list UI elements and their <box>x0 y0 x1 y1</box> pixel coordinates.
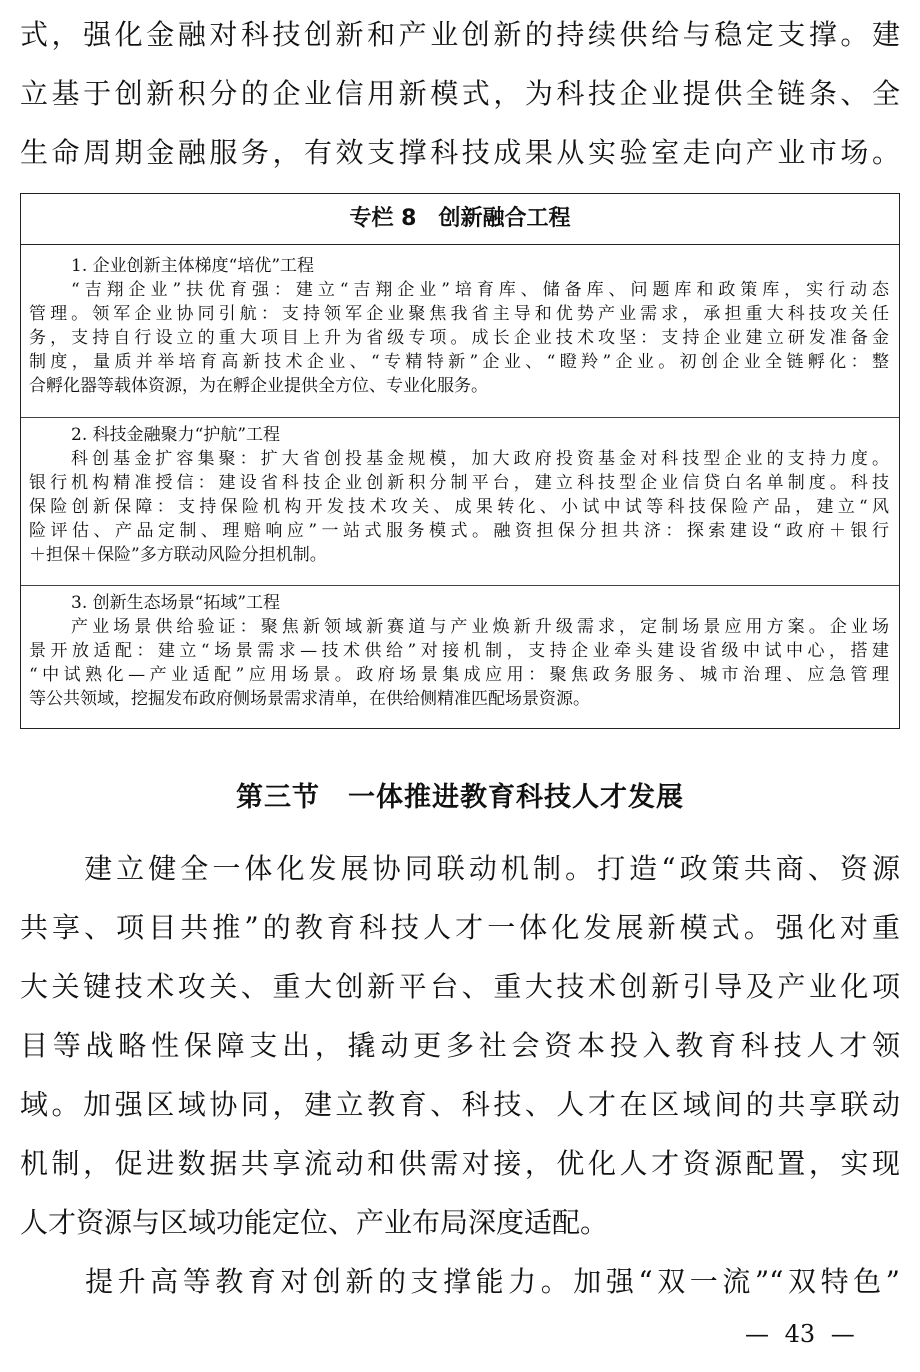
column-section-line: 产业场景供给验证：聚焦新领域新赛道与产业焕新升级需求，定制场景应用方案。企业场 <box>71 617 889 637</box>
paragraph-line: 建立健全一体化发展协同联动机制。打造“政策共商、资源 <box>20 852 900 885</box>
column-box-title: 专栏 8 创新融合工程 <box>21 194 899 245</box>
column-section-line: ＋担保＋保险”多方联动风险分担机制。 <box>29 545 327 565</box>
column-section-line: 务，支持自行设立的重大项目上升为省级专项。成长企业技术攻坚：支持企业建立研发准备金 <box>29 328 889 348</box>
column-section-line: 保险创新保障：支持保险机构开发技术攻关、成果转化、小试中试等科技保险产品，建立“风 <box>29 497 889 517</box>
column-section-line: 科创基金扩容集聚：扩大省创投基金规模，加大政府投资基金对科技型企业的支持力度。 <box>71 449 889 469</box>
paragraph-line: 域。加强区域协同，建立教育、科技、人才在区域间的共享联动 <box>20 1088 900 1121</box>
paragraph-line: 大关键技术攻关、重大创新平台、重大技术创新引导及产业化项 <box>20 970 900 1003</box>
page-number: — 43 — <box>745 1320 855 1348</box>
paragraph-line: 目等战略性保障支出，撬动更多社会资本投入教育科技人才领 <box>20 1029 900 1062</box>
column-section-heading: 2. 科技金融聚力“护航”工程 <box>71 425 281 445</box>
column-section-heading: 1. 企业创新主体梯度“培优”工程 <box>71 256 315 276</box>
paragraph-line: 式，强化金融对科技创新和产业创新的持续供给与稳定支撑。建 <box>20 18 900 51</box>
column-section-line: 合孵化器等载体资源，为在孵企业提供全方位、专业化服务。 <box>29 376 488 396</box>
column-section-line: “中试熟化—产业适配”应用场景。政府场景集成应用：聚焦政务服务、城市治理、应急管理 <box>29 665 889 685</box>
column-section <box>21 585 899 726</box>
paragraph-line: 人才资源与区域功能定位、产业布局深度适配。 <box>20 1206 609 1239</box>
column-section-heading: 3. 创新生态场景“拓域”工程 <box>71 593 281 613</box>
column-section <box>21 417 899 586</box>
paragraph-line: 生命周期金融服务，有效支撑科技成果从实验室走向产业市场。 <box>20 136 900 169</box>
paragraph-line: 共享、项目共推”的教育科技人才一体化发展新模式。强化对重 <box>20 911 900 944</box>
column-section-line: 银行机构精准授信：建设省科技企业创新积分制平台，建立科技型企业信贷白名单制度。科技 <box>29 473 889 493</box>
column-section-line: 制度，量质并举培育高新技术企业、“专精特新”企业、“瞪羚”企业。初创企业全链孵化：整 <box>29 352 889 372</box>
paragraph-line: 机制，促进数据共享流动和供需对接，优化人才资源配置，实现 <box>20 1147 900 1180</box>
paragraph-line: 立基于创新积分的企业信用新模式，为科技企业提供全链条、全 <box>20 77 900 110</box>
column-section-line: “吉翔企业”扶优育强：建立“吉翔企业”培育库、储备库、问题库和政策库，实行动态 <box>71 280 889 300</box>
paragraph-line: 提升高等教育对创新的支撑能力。加强“双一流”“双特色” <box>20 1265 900 1298</box>
column-section-line: 险评估、产品定制、理赔响应”一站式服务模式。融资担保分担共济：探索建设“政府＋银行 <box>29 521 889 541</box>
column-section <box>21 254 899 422</box>
column-box <box>20 193 900 729</box>
column-section-line: 等公共领域，挖掘发布政府侧场景需求清单，在供给侧精准匹配场景资源。 <box>29 689 590 709</box>
section-heading: 第三节 一体推进教育科技人才发展 <box>236 782 684 813</box>
column-section-line: 管理。领军企业协同引航：支持领军企业聚焦我省主导和优势产业需求，承担重大科技攻关任 <box>29 304 889 324</box>
column-section-line: 景开放适配：建立“场景需求—技术供给”对接机制，支持企业牵头建设省级中试中心，搭建 <box>29 641 889 661</box>
